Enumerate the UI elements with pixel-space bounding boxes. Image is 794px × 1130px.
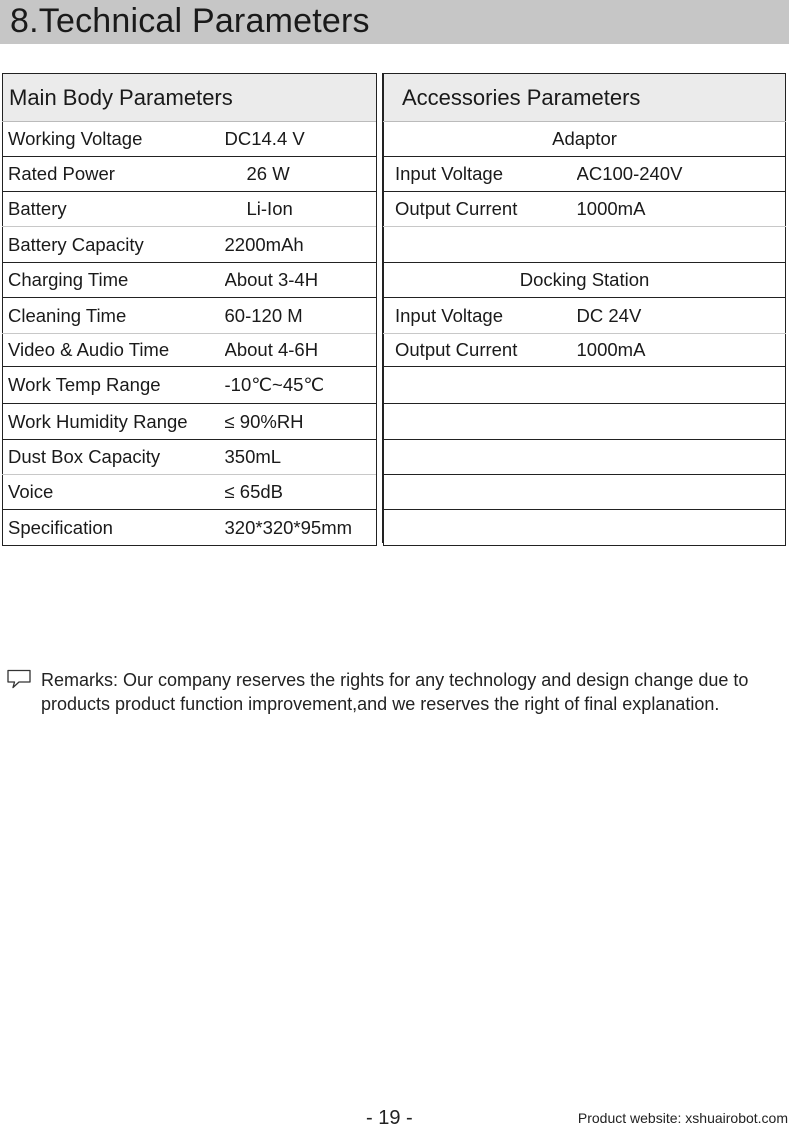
param-value: About 4-6H — [225, 334, 377, 367]
param-value: DC14.4 V — [225, 122, 377, 157]
section-title: 8.Technical Parameters — [10, 2, 370, 40]
main-body-parameters-table — [2, 73, 377, 546]
table-row — [384, 192, 786, 227]
accessories-parameters-table — [383, 73, 786, 546]
main-table-header-row — [3, 74, 377, 122]
param-label: Working Voltage — [3, 122, 225, 157]
table-row — [3, 122, 377, 157]
speech-bubble-icon — [6, 669, 32, 689]
table-row — [384, 367, 786, 404]
param-value: ≤ 90%RH — [225, 404, 377, 440]
table-row — [3, 440, 377, 475]
table-row — [3, 475, 377, 510]
param-value: Li-Ion — [225, 192, 377, 227]
product-website: Product website: xshuairobot.com — [577, 1110, 788, 1126]
param-value: 350mL — [225, 440, 377, 475]
param-label: Output Current — [384, 334, 577, 367]
param-value: 26 W — [225, 157, 377, 192]
table-row — [3, 157, 377, 192]
empty-cell — [384, 440, 786, 475]
table-row — [3, 334, 377, 367]
param-label: Specification — [8, 516, 113, 538]
param-label: Input Voltage — [384, 298, 577, 334]
page-number: - 19 - — [366, 1107, 413, 1129]
table-row — [384, 227, 786, 263]
accessories-table-header: Accessories Parameters — [384, 74, 786, 122]
param-label: Rated Power — [3, 157, 225, 192]
table-row — [384, 440, 786, 475]
empty-cell — [384, 475, 786, 510]
table-divider — [376, 73, 383, 543]
param-label: Voice — [3, 475, 225, 510]
adaptor-title: Adaptor — [384, 122, 786, 157]
param-label: Cleaning Time — [3, 298, 225, 334]
section-title-bar — [0, 0, 789, 44]
table-row — [3, 227, 377, 263]
empty-cell — [384, 227, 786, 263]
empty-cell — [384, 404, 786, 440]
param-label: Charging Time — [3, 263, 225, 298]
param-label: Video & Audio Time — [3, 334, 225, 367]
param-label: Battery — [3, 192, 225, 227]
table-row — [384, 298, 786, 334]
param-value: DC 24V — [577, 298, 786, 334]
param-label: Dust Box Capacity — [3, 440, 225, 475]
table-row — [384, 510, 786, 546]
table-row — [384, 475, 786, 510]
table-row — [3, 192, 377, 227]
param-value: About 3-4H — [225, 263, 377, 298]
param-value: 1000mA — [577, 334, 786, 367]
param-label: Input Voltage — [384, 157, 577, 192]
table-row — [3, 510, 377, 546]
param-value: 60-120 M — [225, 298, 377, 334]
param-label: Battery Capacity — [3, 227, 225, 263]
empty-cell — [384, 367, 786, 404]
main-table-header: Main Body Parameters — [3, 74, 377, 122]
table-row — [384, 263, 786, 298]
param-value: 2200mAh — [225, 227, 377, 263]
table-row — [384, 404, 786, 440]
table-row — [384, 334, 786, 367]
param-label: Work Humidity Range — [3, 404, 225, 440]
docking-station-title: Docking Station — [384, 263, 786, 298]
param-label: Work Temp Range — [3, 367, 225, 404]
accessories-table-header-row — [384, 74, 786, 122]
table-row — [384, 122, 786, 157]
table-row — [3, 404, 377, 440]
remarks-text: Remarks: Our company reserves the rights for any technology and design change due to products product function improvement,and we reserves the right of final explanation. — [41, 670, 749, 714]
table-row — [384, 157, 786, 192]
param-value: -10℃~45℃ — [225, 367, 377, 404]
param-value: 320*320*95mm — [224, 516, 353, 538]
param-value: AC100-240V — [577, 157, 786, 192]
table-row — [3, 367, 377, 404]
param-value: ≤ 65dB — [225, 475, 377, 510]
empty-cell — [384, 510, 786, 546]
table-row — [3, 298, 377, 334]
param-label: Output Current — [384, 192, 577, 227]
param-value: 1000mA — [577, 192, 786, 227]
table-row — [3, 263, 377, 298]
